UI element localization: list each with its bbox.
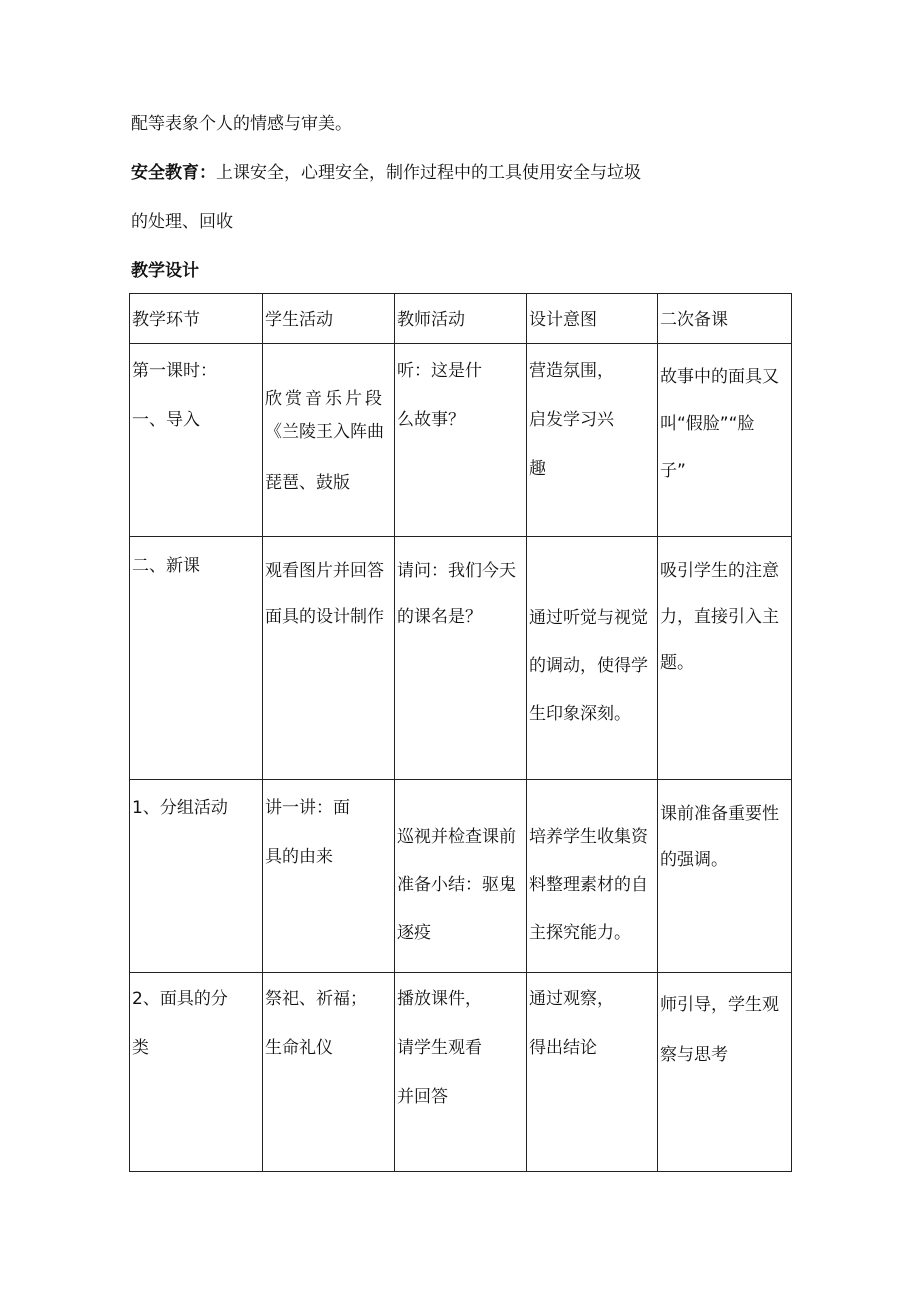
cell-line: 一、导入 <box>132 410 200 430</box>
section-title: 教学设计 <box>131 261 199 281</box>
table-cell <box>395 780 527 973</box>
header-cell <box>130 294 263 344</box>
cell-line: 主探究能力。 <box>529 923 631 943</box>
cell-line: 祭祀、祈福； <box>265 989 367 1009</box>
table-cell <box>658 973 792 1172</box>
table-row <box>130 973 792 1172</box>
cell-line: 第一课时： <box>132 361 217 381</box>
cell-line: 听：这是什 <box>397 361 482 381</box>
cell-line: 力，直接引入主 <box>660 607 779 627</box>
cell-line: 课前准备重要性 <box>660 804 779 824</box>
table-cell <box>527 344 658 537</box>
table-cell <box>527 537 658 780</box>
safety-education-text: 上课安全，心理安全，制作过程中的工具使用安全与垃圾 <box>216 163 641 183</box>
cell-line: 生印象深刻。 <box>529 704 631 724</box>
header-teacher-activity: 教师活动 <box>397 310 465 330</box>
cell-line: 的调动，使得学 <box>529 656 648 676</box>
table-cell <box>527 780 658 973</box>
table-cell <box>130 780 263 973</box>
intro-line: 配等表象个人的情感与审美。 <box>131 114 352 134</box>
cell-line: 观看图片并回答 <box>265 561 384 581</box>
cell-line: 料整理素材的自 <box>529 875 648 895</box>
cell-line: 欣赏音乐片段 <box>265 389 385 409</box>
table-cell <box>263 344 395 537</box>
teaching-design-table <box>129 293 792 1172</box>
cell-line: 播放课件， <box>397 989 482 1009</box>
cell-line: 请问：我们今天 <box>397 561 516 581</box>
table-row <box>130 780 792 973</box>
cell-line: 琵琶、鼓版 <box>265 473 350 493</box>
table-cell <box>658 344 792 537</box>
cell-line: 具的由来 <box>265 847 333 867</box>
cell-line: 培养学生收集资 <box>529 827 648 847</box>
cell-line: 《兰陵王入阵曲 <box>265 422 384 442</box>
header-design-intent: 设计意图 <box>529 310 597 330</box>
cell-line: 2、面具的分 <box>132 989 228 1009</box>
header-cell <box>527 294 658 344</box>
cell-line: 巡视并检查课前 <box>397 827 516 847</box>
table-cell <box>130 344 263 537</box>
table-cell <box>263 780 395 973</box>
cell-line: 1、分组活动 <box>132 798 228 818</box>
table-cell <box>130 537 263 780</box>
header-teaching-stage: 教学环节 <box>132 310 200 330</box>
table-cell <box>658 780 792 973</box>
cell-line: 准备小结：驱鬼 <box>397 875 516 895</box>
cell-line: 叫“假脸”“脸 <box>660 414 755 434</box>
table-cell <box>263 537 395 780</box>
cell-line: 二、新课 <box>132 556 200 576</box>
header-cell <box>395 294 527 344</box>
table-cell <box>527 973 658 1172</box>
cell-line: 的强调。 <box>660 850 728 870</box>
header-secondary-prep: 二次备课 <box>660 310 728 330</box>
cell-line: 察与思考 <box>660 1045 728 1065</box>
cell-line: 请学生观看 <box>397 1038 482 1058</box>
cell-line: 么故事？ <box>397 410 465 430</box>
cell-line: 逐疫 <box>397 923 431 943</box>
cell-line: 题。 <box>660 653 694 673</box>
cell-line: 启发学习兴 <box>529 410 614 430</box>
table-row <box>130 344 792 537</box>
table-cell <box>395 537 527 780</box>
cell-line: 师引导，学生观 <box>660 995 779 1015</box>
cell-line: 子” <box>660 461 686 481</box>
table-row <box>130 537 792 780</box>
safety-education-label: 安全教育： <box>131 163 216 183</box>
table-cell <box>395 973 527 1172</box>
cell-line: 趣 <box>529 459 546 479</box>
cell-line: 通过听觉与视觉 <box>529 608 648 628</box>
header-cell <box>658 294 792 344</box>
safety-education-line <box>131 163 641 183</box>
cell-line: 讲一讲：面 <box>265 798 350 818</box>
header-student-activity: 学生活动 <box>265 310 333 330</box>
safety-education-continued: 的处理、回收 <box>131 212 233 232</box>
cell-line: 的课名是？ <box>397 607 482 627</box>
cell-line: 并回答 <box>397 1087 448 1107</box>
cell-line: 类 <box>132 1038 149 1058</box>
table-cell <box>658 537 792 780</box>
header-cell <box>263 294 395 344</box>
cell-line: 故事中的面具又 <box>660 367 779 387</box>
cell-line: 生命礼仪 <box>265 1038 333 1058</box>
cell-line: 营造氛围， <box>529 361 614 381</box>
table-cell <box>130 973 263 1172</box>
cell-line: 吸引学生的注意 <box>660 561 779 581</box>
table-header-row <box>130 294 792 344</box>
cell-line: 通过观察， <box>529 989 614 1009</box>
table-cell <box>263 973 395 1172</box>
table-cell <box>395 344 527 537</box>
cell-line: 得出结论 <box>529 1038 597 1058</box>
cell-line: 面具的设计制作 <box>265 607 384 627</box>
